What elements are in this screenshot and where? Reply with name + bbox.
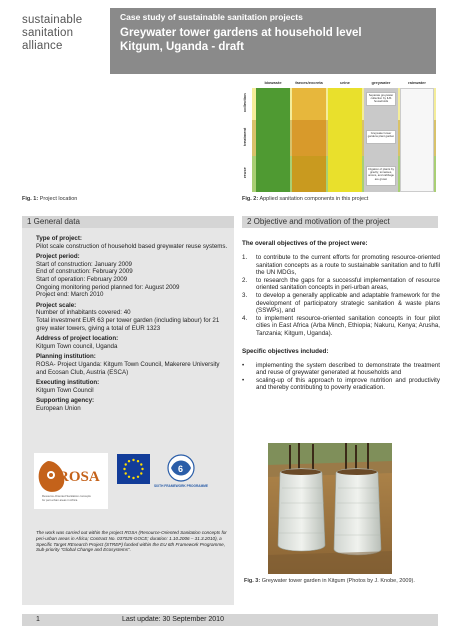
section-1-header: 1 General data [22, 216, 234, 228]
period-line: Start of operation: February 2009 [36, 275, 128, 283]
fig3-label: Fig. 3: [244, 578, 261, 584]
list-item: • scaling-up of this approach to improve nutrition and productivity and thereby contributing to poverty eradication. [242, 376, 440, 392]
header-band [110, 8, 436, 74]
agency-label: Supporting agency: [36, 397, 95, 405]
ssa-logo [22, 8, 108, 76]
svg-text:for peri-urban areas in Africa: for peri-urban areas in Africa [42, 498, 78, 502]
faeces-collection-cell [292, 88, 326, 120]
type-text: Pilot scale construction of household based greywater reuse systems. [36, 242, 228, 250]
list-item: • implementing the system described to demonstrate the treatment and reuse of greywater generated at households and [242, 361, 440, 377]
specific-objectives-heading: Specific objectives included: [242, 347, 329, 355]
rainwater-column [400, 88, 434, 192]
eu-star [125, 463, 127, 465]
section-2-header: 2 Objective and motivation of the project [242, 216, 438, 228]
fp6-caption: SIXTH FRAMEWORK PROGRAMME [153, 484, 209, 488]
svg-text:6: 6 [178, 464, 184, 474]
fig3-caption [244, 578, 442, 585]
title-line-2: Kitgum, Uganda - draft [120, 41, 244, 53]
period-line: Project end: March 2010 [36, 291, 104, 299]
specific-objectives-list [242, 362, 440, 392]
eu-star [132, 459, 134, 461]
col-head-biowaste: biowaste [264, 80, 282, 85]
address-text: Kitgum Town council, Uganda [36, 342, 118, 350]
eu-star [125, 472, 127, 474]
eu-star [137, 476, 139, 478]
eu-flag-graphic [117, 454, 150, 484]
period-label: Project period: [36, 253, 80, 261]
logo-line-2: sanitation [22, 27, 74, 39]
fig2-text: Applied sanitation components in this project [259, 196, 369, 202]
fig1-label: Fig. 1: [22, 196, 39, 202]
col-head-greywater: greywater [371, 80, 391, 85]
biowaste-column [256, 88, 290, 192]
eu-star [128, 476, 130, 478]
eu-star [140, 463, 142, 465]
partner-logos [34, 453, 229, 509]
scale-line: Number of inhabitants covered: 40 [36, 309, 131, 317]
faeces-treatment-cell [292, 120, 326, 156]
rosa-wordmark: ROSA [58, 469, 100, 485]
svg-text:Resource-Oriented Sanitation c: Resource-Oriented Sanitation concepts [42, 494, 91, 498]
period-line: Ongoing monitoring period planned for: August 2009 [36, 283, 180, 291]
agency-text: European Union [36, 404, 81, 412]
list-item: 3. to develop a generally applicable and adaptable framework for the development of participatory strategic sanitation & waste plans (SSWPs), and [242, 291, 440, 315]
urine-column [328, 88, 362, 192]
rosa-logo [34, 453, 108, 509]
planning-text: ROSA- Project Uganda: Kitgum Town Council, Makerere University and Ecosan Club, Austria (ESCA) [36, 360, 220, 376]
fig2-label: Fig. 2: [242, 196, 259, 202]
executing-label: Executing institution: [36, 379, 100, 387]
col-head-rainwater: rainwater [408, 80, 426, 85]
eu-star [123, 468, 125, 470]
sanitation-components-diagram [242, 80, 438, 193]
overall-objectives-heading: The overall objectives of the project were: [242, 240, 368, 247]
page-title [120, 26, 426, 54]
list-item: 1. to contribute to the current efforts for promoting resource-oriented sanitation concepts as a route to sustainable sanitation and to fulfil the UN MDGs, [242, 254, 440, 277]
project-location-map [22, 83, 237, 187]
eu-star [137, 460, 139, 462]
objectives-column [242, 240, 440, 392]
greywater-reuse-note: Irrigation of plants by gravity; tomatoes, onions, and cabbage are grown [366, 166, 396, 186]
col-head-urine: urine [340, 80, 350, 85]
page-number: 1 [36, 616, 40, 623]
funding-note: The work was carried out within the project ROSA (Resource-Oriented Sanitation concepts for peri-urban areas in Africa; Contract No. 037025-GOCE; duration: 1.10.2006 – 31.3.2010), a Specific Target REsearch Project (STREP) funded within the EU 6th Framework Programme, Sub-priority "Global Change and Ecosystems". [36, 530, 227, 553]
greywater-treatment-note: Greywater tower gardens plant garden [366, 130, 396, 144]
eu-flag-logo [117, 454, 150, 484]
logo-line-3: alliance [22, 40, 63, 52]
eu-star [132, 477, 134, 479]
eu-star [140, 472, 142, 474]
list-item: 4. to implement resource-oriented sanitation concepts in four pilot cities in East Africa (Arba Minch, Ethiopia; Nakuru, Kenya; Arusha, Tanzania; Kitgum, Uganda). [242, 314, 440, 337]
row-label-treatment: treatment [242, 127, 247, 147]
fp6-logo-graphic [153, 453, 209, 491]
logo-line-1: sustainable [22, 14, 83, 26]
row-label-reuse: reuse [242, 167, 247, 179]
list-item: 2. to research the gaps for a successful implementation of resource oriented sanitation concepts in peri-urban areas, [242, 276, 440, 292]
eu-star [128, 460, 130, 462]
footer-bar [22, 614, 438, 626]
location-map-graphic [22, 83, 237, 187]
address-label: Address of project location: [36, 335, 119, 343]
greywater-collection-note: Separate greywater collection by IHS households [366, 92, 396, 106]
col-head-faeces: faeces/excreta [295, 80, 323, 85]
fig2-caption [242, 196, 442, 203]
fig1-caption [22, 196, 237, 203]
faeces-reuse-cell [292, 156, 326, 192]
tower-garden-photo [268, 443, 392, 574]
fp6-logo [153, 453, 209, 491]
fig3-text: Greywater tower garden in Kitgum (Photos by J. Knobe, 2009). [261, 578, 415, 584]
scale-label: Project scale: [36, 301, 77, 309]
type-label: Type of project: [36, 235, 82, 242]
title-line-1: Greywater tower gardens at household level [120, 27, 362, 39]
row-label-collection: collection [242, 93, 247, 113]
last-update: Last update: 30 September 2010 [122, 616, 224, 623]
period-line: Start of construction: January 2009 [36, 260, 132, 268]
eu-star [141, 468, 143, 470]
tower-garden-photo-graphic [268, 443, 392, 574]
scale-line: Total investment EUR 63 per tower garden (including labour) for 21 grey water towers, giving a total of EUR 1323 [36, 316, 220, 332]
header-kicker: Case study of sustainable sanitation projects [120, 12, 303, 22]
executing-text: Kitgum Town Council [36, 386, 94, 394]
period-line: End of construction: February 2009 [36, 268, 133, 276]
overall-objectives-list [242, 254, 440, 338]
planning-label: Planning institution: [36, 353, 96, 361]
rosa-logo-graphic [34, 453, 108, 509]
fig1-text: Project location [39, 196, 78, 202]
